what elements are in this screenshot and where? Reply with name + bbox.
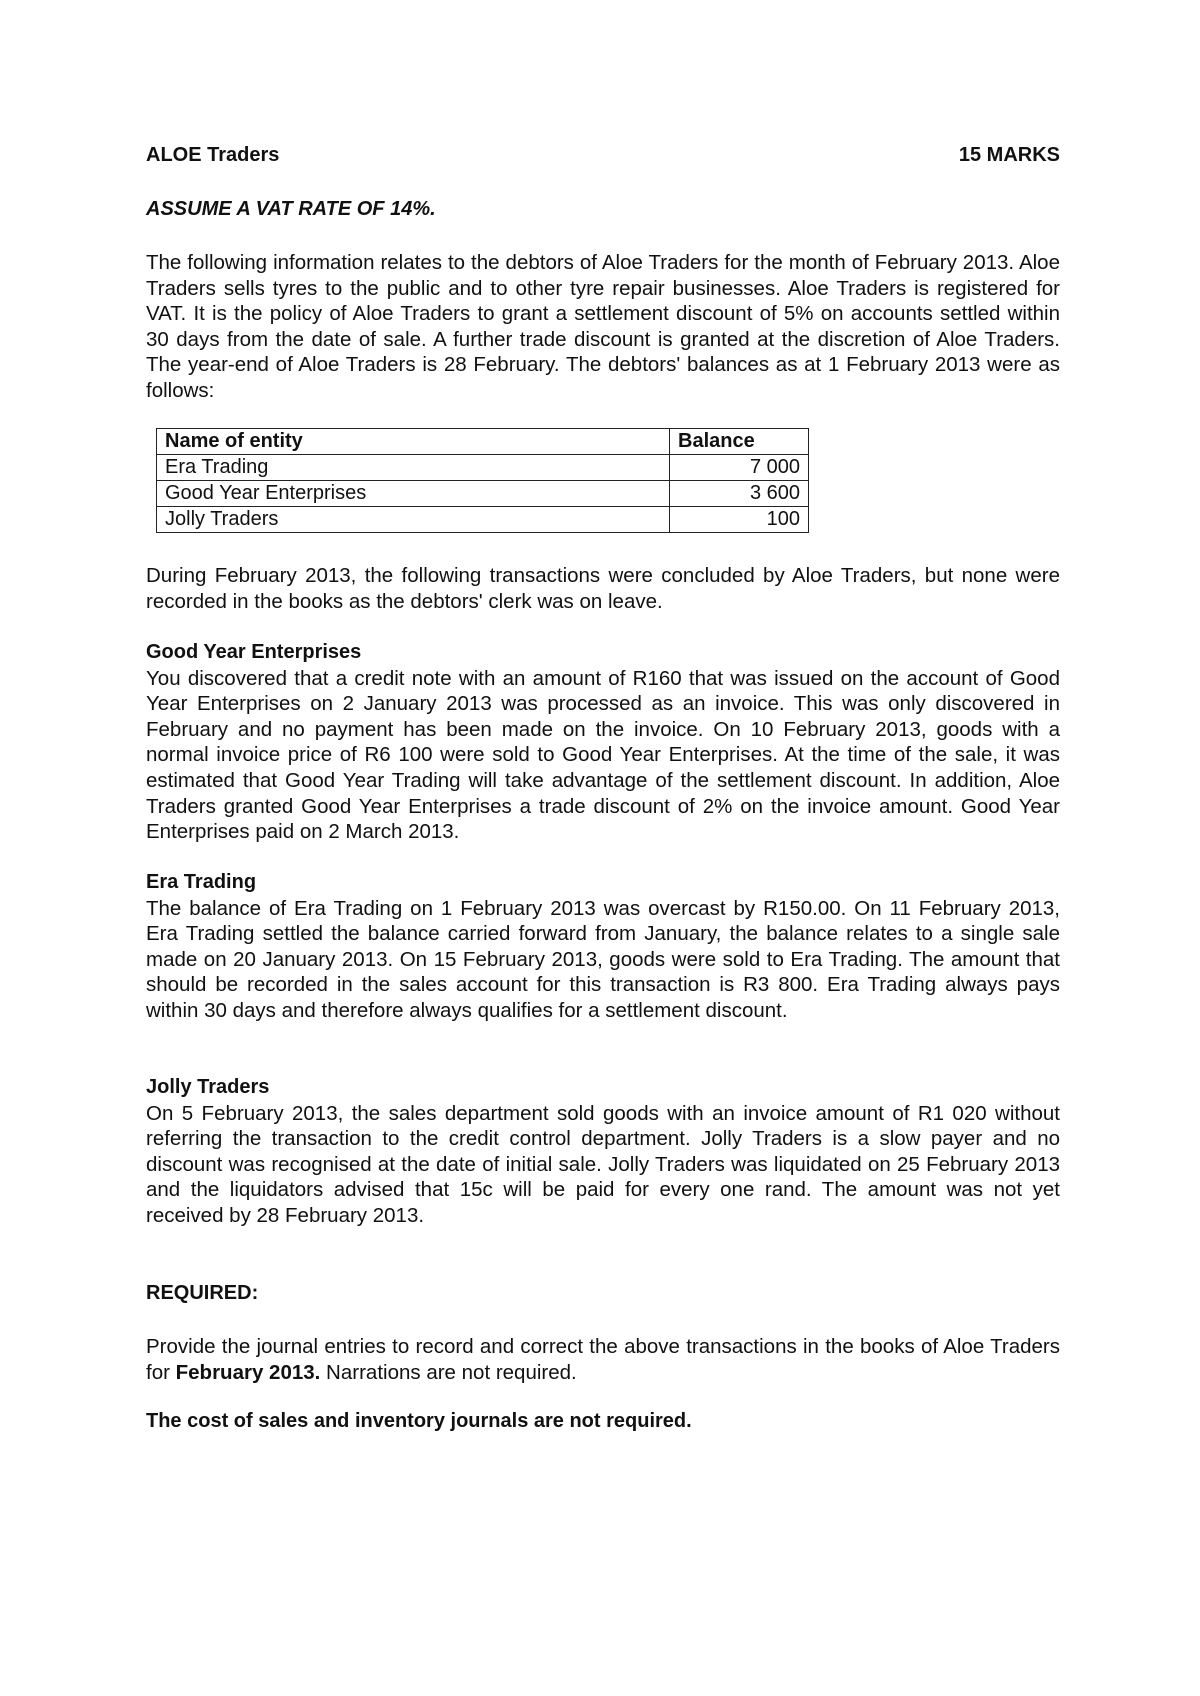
- section-text: The balance of Era Trading on 1 February 2013 was overcast by R150.00. On 11 February 2013, Era Trading settled the balance carried forward from January, the balance relates to a single sale made on 20 January 2013. On 15 February 2013, goods were sold to Era Trading. The amount that should be recorded in the sales account for this transaction is R3 800. Era Trading always pays within 30 days and therefore always qualifies for a settlement discount.: [146, 896, 1060, 1022]
- section-title: Good Year Enterprises: [146, 641, 362, 663]
- table-row: [157, 455, 809, 481]
- vat-note: ASSUME A VAT RATE OF 14%.: [146, 198, 436, 220]
- entity-balance: 3 600: [670, 481, 809, 507]
- section-text: You discovered that a credit note with an amount of R160 that was issued on the account of Good Year Enterprises on 2 January 2013 was processed as an invoice. This was only discovered in February and no payment has been made on the invoice. On 10 February 2013, goods with a normal invoice price of R6 100 were sold to Good Year Enterprises. At the time of the sale, it was estimated that Good Year Trading will take advantage of the settlement discount. In addition, Aloe Traders granted Good Year Enterprises a trade discount of 2% on the invoice amount. Good Year Enterprises paid on 2 March 2013.: [146, 666, 1060, 844]
- table-row: [157, 481, 809, 507]
- debtors-balance-table: [156, 428, 809, 533]
- section-title: Era Trading: [146, 871, 257, 893]
- entity-name: Jolly Traders: [157, 507, 670, 533]
- header: [146, 144, 1060, 167]
- table-row: [157, 507, 809, 533]
- section-jolly-traders: [146, 1075, 1060, 1229]
- section-era-trading: [146, 870, 1060, 1024]
- entity-balance: 7 000: [670, 455, 809, 481]
- column-header-entity: Name of entity: [157, 429, 670, 455]
- entity-balance: 100: [670, 507, 809, 533]
- instruction-period: February 2013.: [175, 1360, 321, 1384]
- section-text: On 5 February 2013, the sales department sold goods with an invoice amount of R1 020 without referring the transaction to the credit control department. Jolly Traders is a slow payer and no discount was recognised at the date of initial sale. Jolly Traders was liquidated on 25 February 2013 and the liquidators advised that 15c will be paid for every one rand. The amount was not yet received by 28 February 2013.: [146, 1101, 1060, 1227]
- marks-label: 15 MARKS: [958, 144, 1060, 166]
- required-note: The cost of sales and inventory journals are not required.: [146, 1410, 692, 1432]
- instruction-text: Provide the journal entries to record and correct the above transactions in the books of Aloe Traders for: [146, 1335, 1060, 1384]
- required-instruction: [146, 1334, 1060, 1385]
- section-title: Jolly Traders: [146, 1076, 270, 1098]
- entity-name: Era Trading: [157, 455, 670, 481]
- column-header-balance: Balance: [670, 429, 809, 455]
- section-good-year-enterprises: [146, 640, 1060, 845]
- document-title: ALOE Traders: [146, 144, 280, 166]
- table-header-row: [157, 429, 809, 455]
- instruction-text-end: Narrations are not required.: [320, 1360, 577, 1384]
- intro-paragraph: The following information relates to the debtors of Aloe Traders for the month of February 2013. Aloe Traders sells tyres to the public and to other tyre repair businesses. Aloe Traders is registered for VAT. It is the policy of Aloe Traders to grant a settlement discount of 5% on accounts settled within 30 days from the date of sale. A further trade discount is granted at the discretion of Aloe Traders. The year-end of Aloe Traders is 28 February. The debtors' balances as at 1 February 2013 were as follows:: [146, 251, 1060, 402]
- entity-name: Good Year Enterprises: [157, 481, 670, 507]
- transactions-intro-paragraph: During February 2013, the following transactions were concluded by Aloe Traders, but none were recorded in the books as the debtors' clerk was on leave.: [146, 564, 1060, 613]
- required-heading: REQUIRED:: [146, 1282, 259, 1304]
